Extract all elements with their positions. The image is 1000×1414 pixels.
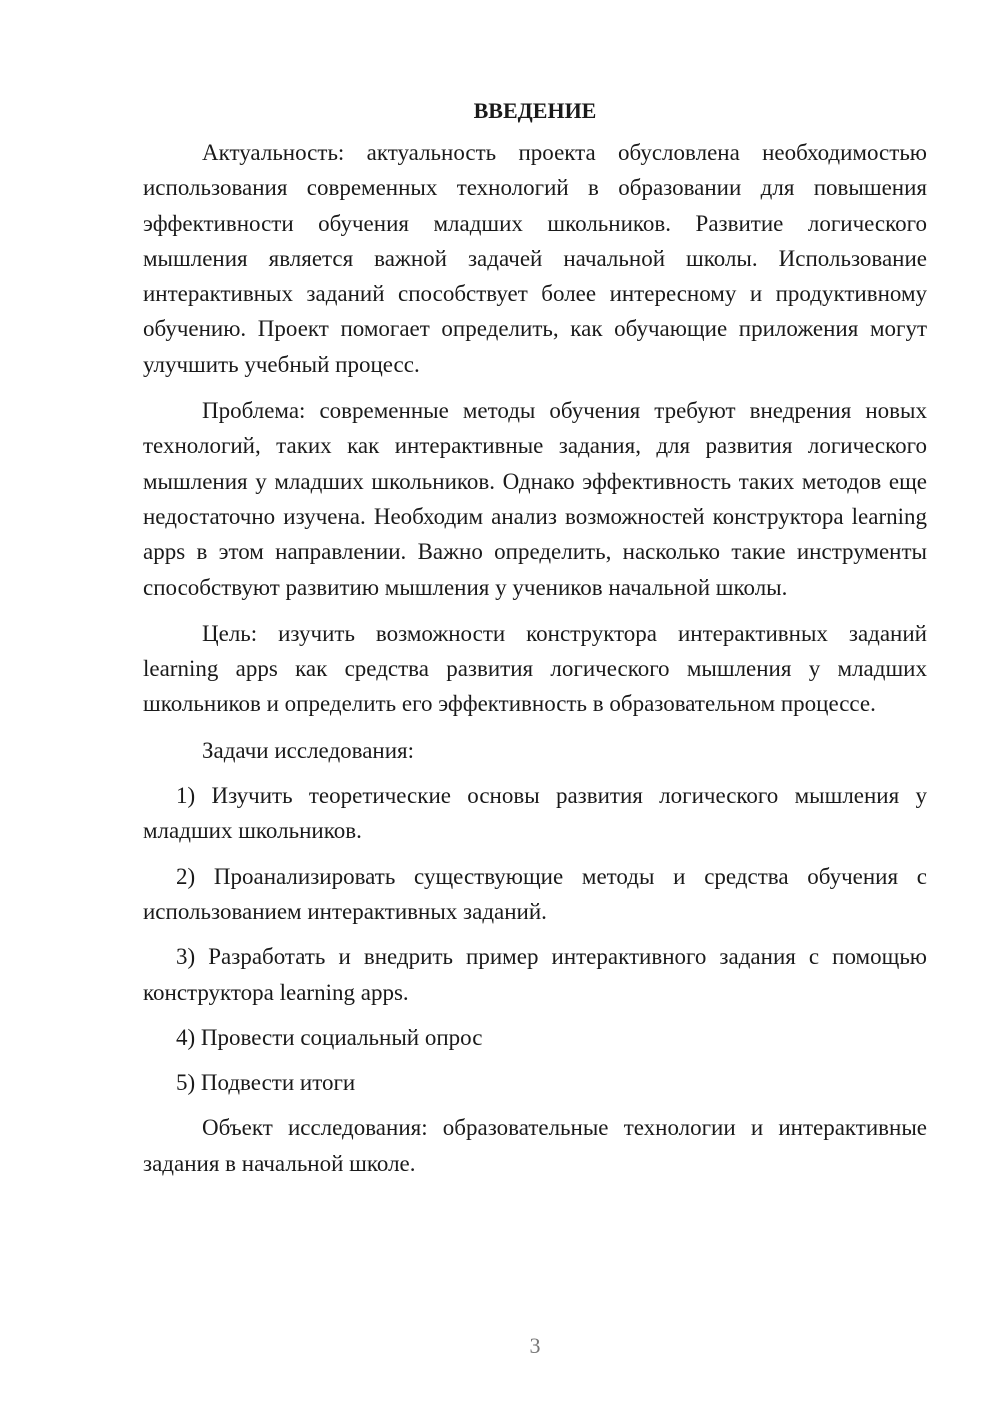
task-item-2: 2) Проанализировать существующие методы и средства обучения с использованием интерактивных заданий. xyxy=(143,863,927,924)
page-content xyxy=(143,93,927,1181)
paragraph-object: Объект исследования: образовательные технологии и интерактивные задания в начальной школе. xyxy=(143,1115,927,1176)
tasks-title: Задачи исследования: xyxy=(202,737,415,763)
paragraph-problem: Проблема: современные методы обучения требуют внедрения новых технологий, таких как интерактивные задания, для развития логического мышления у младших школьников. Однако эффективность таких методов еще недостаточно изучена. Необходим анализ возможностей конструктора learning apps в этом направлении. Важно определить, насколько такие инструменты способствуют развитию мышления у учеников начальной школы. xyxy=(143,398,927,600)
task-item-4: 4) Провести социальный опрос xyxy=(176,1024,483,1050)
task-item-3: 3) Разработать и внедрить пример интерактивного задания с помощью конструктора learning apps. xyxy=(143,944,927,1005)
paragraph-relevance: Актуальность: актуальность проекта обусловлена необходимостью использования современных технологий в образовании для повышения эффективности обучения младших школьников. Развитие логического мышления является важной задачей начальной школы. Использование интерактивных заданий способствует более интересному и продуктивному обучению. Проект помогает определить, как обучающие приложения могут улучшить учебный процесс. xyxy=(143,140,927,377)
page-number: 3 xyxy=(529,1333,541,1358)
section-heading: ВВЕДЕНИЕ xyxy=(473,98,597,123)
task-item-1: 1) Изучить теоретические основы развития логического мышления у младших школьников. xyxy=(143,783,927,844)
paragraph-goal: Цель: изучить возможности конструктора интерактивных заданий learning apps как средства развития логического мышления у младших школьников и определить его эффективность в образовательном процессе. xyxy=(143,620,927,717)
task-item-5: 5) Подвести итоги xyxy=(176,1070,356,1096)
